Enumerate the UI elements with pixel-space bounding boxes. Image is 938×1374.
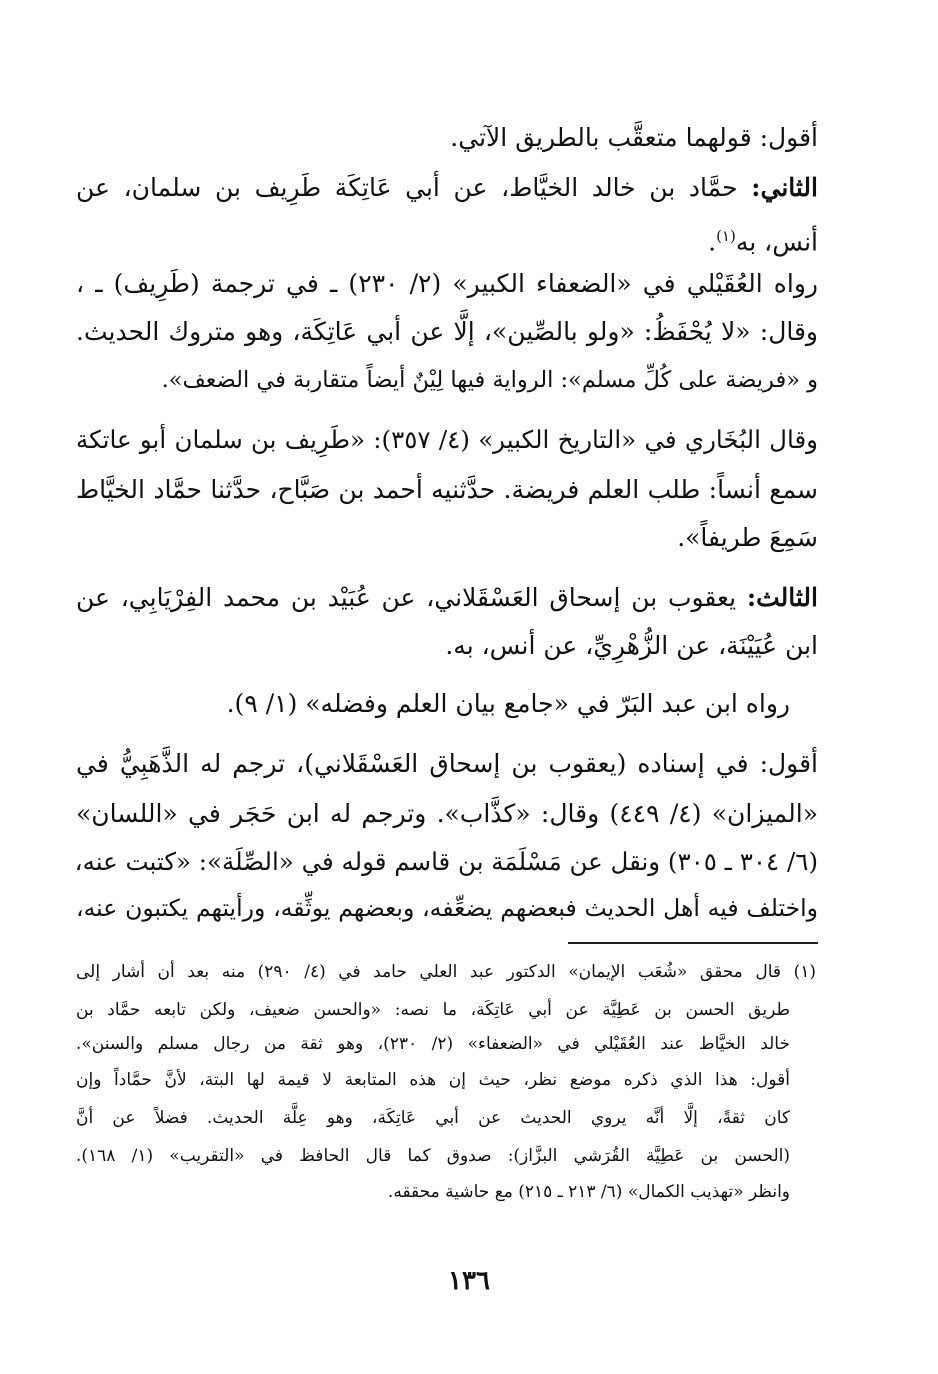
body-line: [600, 218, 818, 257]
footnote-line: خالد الخيَّاط عند العُقَيْلي في «الضعفاء» (٢/ ٢٣٠)، وهو ثقة من رجال مسلم والسنن».: [76, 1034, 790, 1054]
footnote-line: كان ثقةً، إلَّا أنَّه يروي الحديث عن أبي عَاتِكَة، وهو عِلَّة الحديث. فضلاً عن أنَّ: [76, 1108, 790, 1128]
page-number: ١٣٦: [448, 1266, 490, 1296]
body-line: سمع أنساً: طلب العلم فريضة. حدَّثنيه أحمد بن صَبَّاح، حدَّثنا حمَّاد الخيَّاط: [76, 475, 818, 504]
body-line: ابن عُيَيْنَة، عن الزُّهْرِيِّ، عن أنس، به.: [445, 631, 818, 660]
footnote-line: [76, 958, 816, 986]
section-label-second: الثاني:: [751, 173, 818, 202]
section-label-third: الثالث:: [746, 583, 818, 612]
footnote-line: طريق الحسن بن عَطِيَّة عن أبي عَاتِكَة، ما نصه: «والحسن ضعيف، ولكن تابعه حمَّاد بن: [76, 1000, 790, 1020]
body-text: .: [708, 227, 717, 257]
body-line: [76, 170, 818, 206]
body-text: حمَّاد بن خالد الخيَّاط، عن أبي عَاتِكَة طَرِيف بن سلمان، عن: [76, 173, 738, 202]
footnote-ref[interactable]: (١): [716, 227, 736, 245]
body-line: وقال البُخَاري في «التاريخ الكبير» (٤/ ٣٥٧): «طَرِيف بن سلمان أبو عاتكة: [76, 425, 818, 454]
body-line: أقول: في إسناده (يعقوب بن إسحاق العَسْقَلاني)، ترجم له الذَّهَبِيُّ في: [76, 749, 818, 778]
body-line: و «فريضة على كُلِّ مسلم»: الرواية فيها لِيْنٌ أيضاً متقاربة في الضعف».: [161, 367, 818, 393]
footnote-line: أقول: هذا الذي ذكره موضع نظر، حيث إن هذه المتابعة لا قيمة لها البتة، لأنَّ حمَّاداً وإن: [76, 1070, 790, 1090]
body-text: يعقوب بن إسحاق العَسْقَلاني، عن عُبَيْد بن محمد الفِرْيَابِي، عن: [76, 583, 737, 612]
body-line: «الميزان» (٤/ ٤٤٩) وقال: «كذَّاب». وترجم له ابن حَجَر في «اللسان»: [76, 799, 818, 828]
body-line: رواه ابن عبد البَرّ في «جامع بيان العلم وفضله» (١/ ٩).: [226, 689, 790, 718]
body-line: أقول: قولهما متعقَّب بالطريق الآتي.: [450, 123, 818, 152]
footnote-text: قال محقق «شُعَب الإيمان» الدكتور عبد العلي حامد في (٤/ ٢٩٠) منه بعد أن أشار إلى: [76, 962, 782, 982]
body-line: (٦/ ٣٠٤ ـ ٣٠٥) ونقل عن مَسْلَمَة بن قاسم قوله في «الصِّلَة»: «كتبت عنه،: [74, 847, 818, 876]
body-line: رواه العُقَيْلي في «الضعفاء الكبير» (٢/ ٢٣٠) ـ في ترجمة (طَرِيف) ـ ،: [76, 269, 818, 298]
footnote-line: (الحسن بن عَطِيَّة القُرَشي البزَّاز): صدوق كما قال الحافظ في «التقريب» (١/ ١٦٨).: [76, 1146, 790, 1166]
body-line: سَمِعَ طريفاً».: [677, 523, 818, 552]
body-line: [76, 580, 818, 616]
body-line: وقال: «لا يُحْفَظُ: «ولو بالصِّين»، إلَّا عن أبي عَاتِكَة، وهو متروك الحديث.: [76, 317, 818, 346]
body-line: واختلف فيه أهل الحديث فبعضهم يضعِّفه، وبعضهم يوثِّقه، ورأيتهم يكتبون عنه،: [76, 894, 818, 922]
body-text: أنس، به: [735, 227, 818, 257]
footnote-separator: [568, 942, 818, 944]
footnote-marker: (١): [793, 962, 816, 982]
footnote-line: وانظر «تهذيب الكمال» (٦/ ٢١٣ ـ ٢١٥) مع حاشية محققه.: [387, 1182, 790, 1202]
